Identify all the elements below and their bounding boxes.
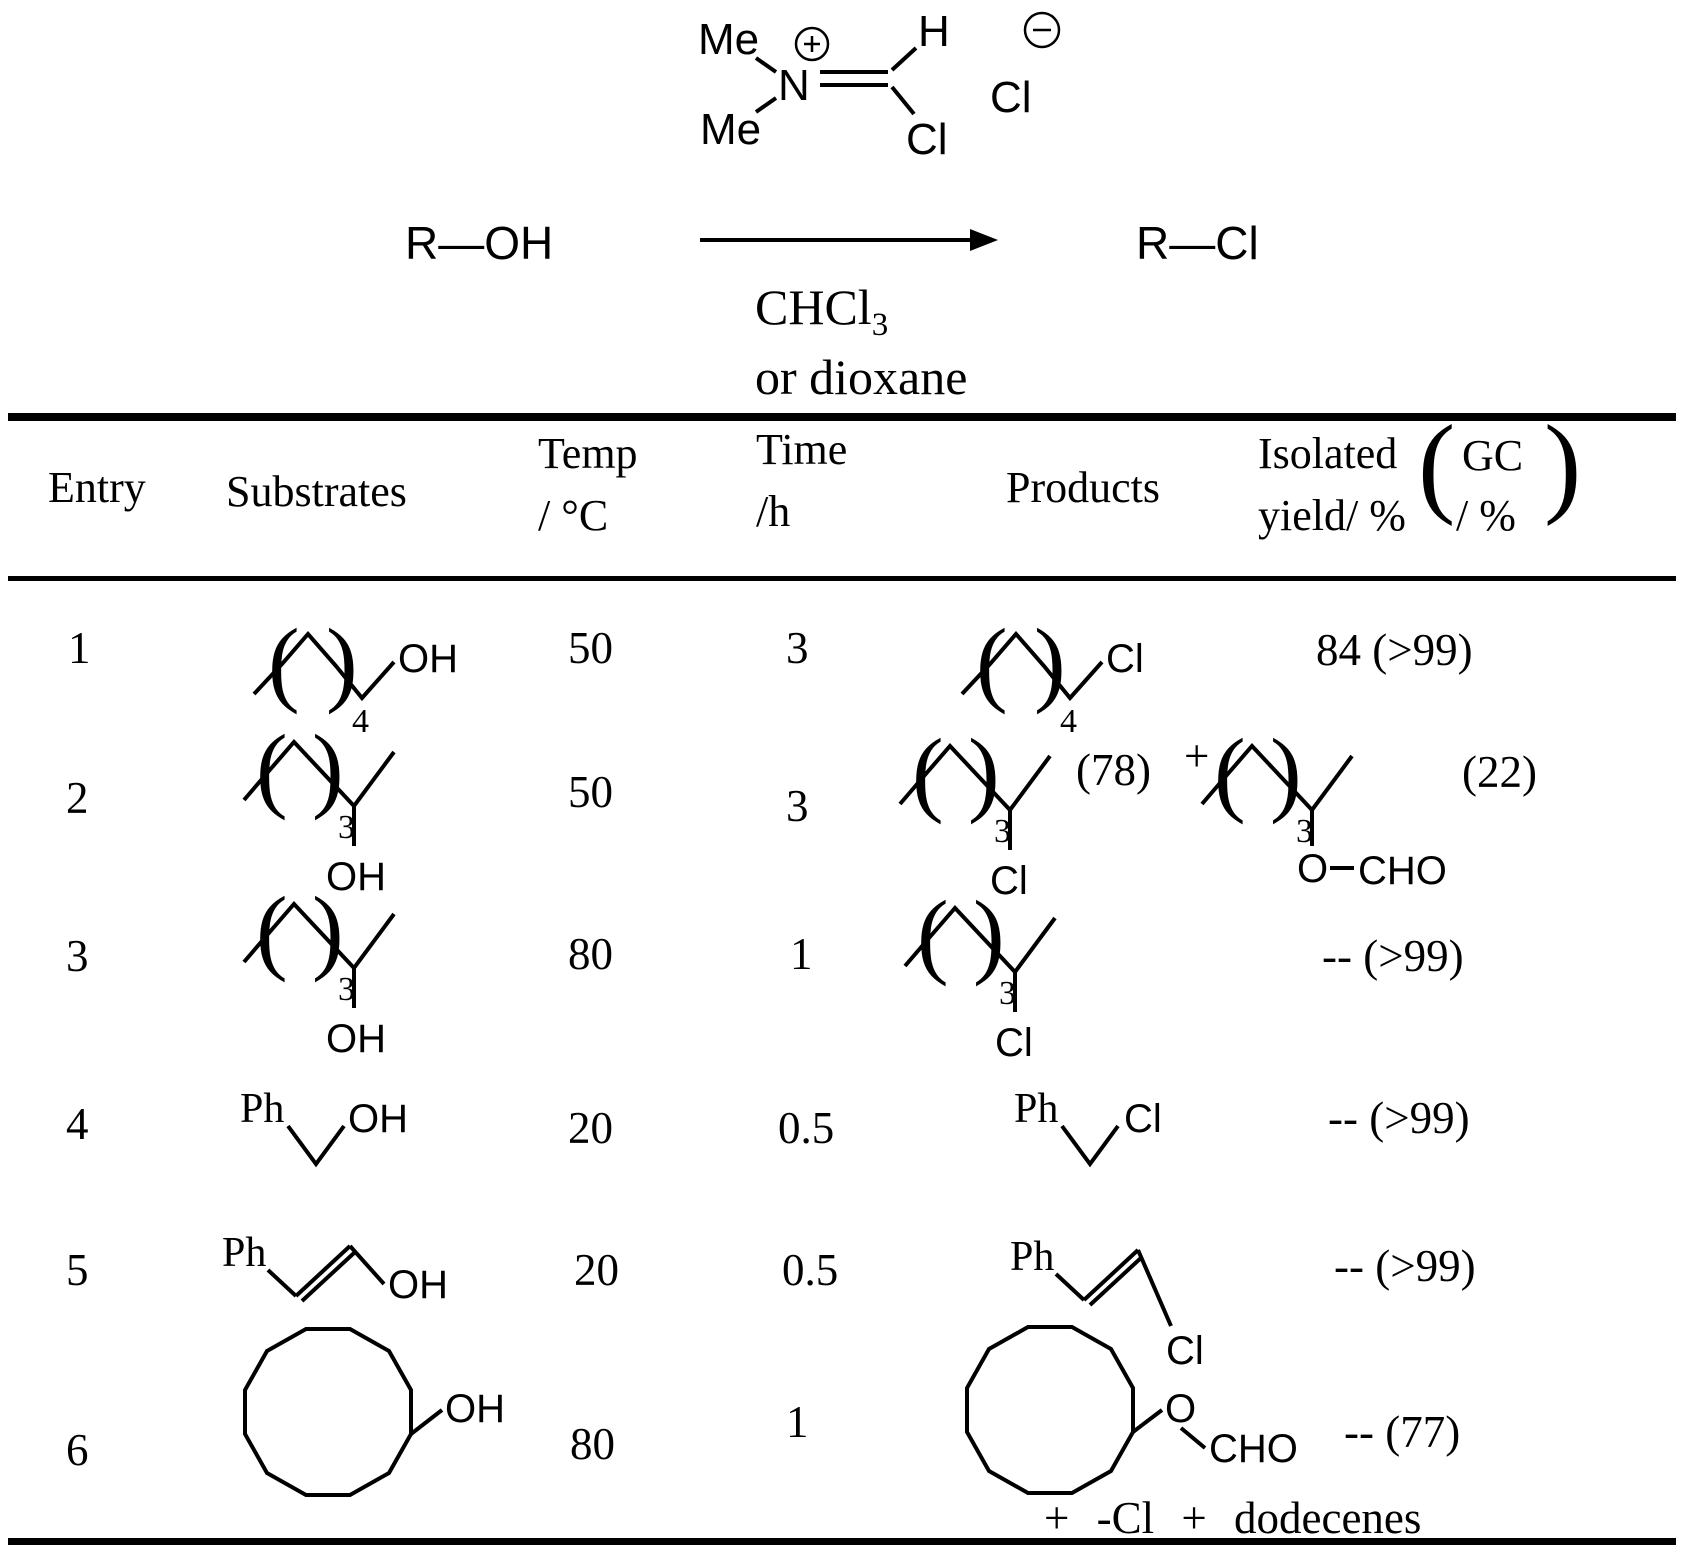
- repeat-paren-open: (: [976, 609, 1008, 715]
- phenyl-label: Ph: [1014, 1086, 1059, 1132]
- bond-ring-oh: [411, 1410, 442, 1434]
- repeat-subscript-3: 3: [999, 975, 1016, 1012]
- row4-entry: 4: [66, 1099, 89, 1149]
- row3-product-structure-2-chlorohexane: [903, 866, 1133, 1066]
- header-substrates: Substrates: [226, 467, 407, 516]
- oxygen-label: O: [1165, 1387, 1197, 1431]
- repeat-paren-open: (: [256, 877, 288, 983]
- bond-c-cl: [892, 87, 914, 114]
- chloro-label: Cl: [1166, 1329, 1204, 1373]
- row2-product2-ratio: (22): [1462, 747, 1537, 797]
- repeat-paren-open: (: [917, 881, 949, 987]
- row6-time: 1: [786, 1397, 809, 1447]
- repeat-paren-close: ): [1034, 609, 1066, 715]
- solvent-subscript: 3: [871, 307, 889, 343]
- row2-plus-sign: +: [1184, 731, 1210, 781]
- repeat-subscript-3: 3: [994, 813, 1011, 850]
- repeat-paren-close: ): [968, 719, 1000, 825]
- bond-c-h: [892, 48, 916, 70]
- row2-product1-ratio: (78): [1076, 745, 1151, 795]
- hydroxyl-label: OH: [445, 1387, 505, 1431]
- repeat-subscript-4: 4: [1060, 703, 1077, 740]
- counterion-chloride-label: Cl: [990, 73, 1032, 122]
- double-bond-main: [296, 1246, 350, 1296]
- row3-temp: 80: [568, 929, 613, 979]
- header-time-line1: Time: [756, 425, 848, 474]
- bond-ring-o: [1133, 1410, 1162, 1432]
- bond-me-n: [756, 58, 776, 72]
- hydroxyl-label: OH: [388, 1263, 448, 1307]
- carbon-chain: [288, 1126, 344, 1164]
- row6-yield: -- (77): [1344, 1407, 1461, 1457]
- phenyl-label: Ph: [222, 1230, 267, 1276]
- row4-temp: 20: [568, 1103, 613, 1153]
- hydroxyl-label: OH: [398, 637, 458, 681]
- header-temp-line2: / °C: [538, 491, 609, 540]
- repeat-paren-open: (: [256, 715, 288, 821]
- row5-time: 0.5: [782, 1245, 839, 1295]
- row4-substrate-structure-benzyl-alcohol: [238, 1080, 428, 1185]
- row2-temp: 50: [568, 767, 613, 817]
- solvent-line2: or dioxane: [755, 349, 968, 405]
- row1-yield: 84 (>99): [1316, 625, 1473, 675]
- repeat-paren-open: (: [912, 719, 944, 825]
- double-bond-inner: [1090, 1257, 1142, 1305]
- header-yield-line2: yield/ %: [1258, 491, 1406, 540]
- reagent-me-bottom-label: Me: [700, 105, 762, 154]
- repeat-paren-close: ): [312, 715, 344, 821]
- row3-yield: -- (>99): [1322, 931, 1464, 981]
- header-gc-paren-close: ): [1544, 403, 1582, 527]
- row4-product-structure-benzyl-chloride: [1012, 1080, 1192, 1185]
- hydroxyl-label: OH: [326, 1017, 386, 1061]
- phenyl-label: Ph: [1010, 1234, 1055, 1280]
- phenyl-label: Ph: [240, 1086, 285, 1132]
- chloro-label: Cl: [990, 859, 1028, 903]
- repeat-paren-open: (: [268, 609, 300, 715]
- row1-entry: 1: [68, 623, 91, 673]
- iminium-reagent-structure: [690, 2, 1090, 177]
- cyclododecane-ring: [245, 1329, 411, 1495]
- row6-byproducts: + -Cl + dodecenes: [1044, 1493, 1422, 1543]
- repeat-paren-open: (: [1214, 719, 1246, 825]
- header-entry: Entry: [48, 463, 146, 512]
- header-gc-paren-open: (: [1418, 403, 1456, 527]
- row3-substrate-structure-hexan-2-ol: [242, 862, 472, 1062]
- reagent-chlorine-label: Cl: [906, 115, 948, 164]
- reagent-me-top-label: Me: [698, 15, 760, 64]
- header-time-line2: /h: [756, 487, 791, 536]
- row6-product-structure-cyclododecyl-formate: [962, 1318, 1298, 1513]
- header-products: Products: [1006, 463, 1160, 512]
- reagent-nitrogen-label: N: [778, 61, 810, 110]
- row2-product2-structure-hexyl-formate: [1200, 704, 1490, 909]
- table-header-rule: [8, 576, 1676, 581]
- table-bottom-rule: [8, 1538, 1676, 1545]
- chloro-label: Cl: [1124, 1097, 1162, 1141]
- solvent-line1: [755, 278, 888, 344]
- double-bond-main: [1084, 1250, 1138, 1300]
- chloro-label: Cl: [1106, 637, 1144, 681]
- repeat-subscript-3: 3: [338, 971, 355, 1008]
- row1-time: 3: [786, 623, 809, 673]
- plus-charge-icon: [796, 28, 828, 60]
- header-gc-line2: / %: [1456, 491, 1516, 540]
- bond-c-cl: [1138, 1250, 1171, 1326]
- row3-entry: 3: [66, 931, 89, 981]
- repeat-subscript-3: 3: [338, 809, 355, 846]
- row1-temp: 50: [568, 623, 613, 673]
- reagent-hydrogen-label: H: [918, 7, 950, 56]
- row5-temp: 20: [574, 1245, 619, 1295]
- solvent-base: CHCl: [755, 279, 872, 335]
- bond-c-oh: [350, 1246, 384, 1284]
- chloro-label: Cl: [995, 1021, 1033, 1065]
- header-temp-line1: Temp: [538, 429, 638, 478]
- row2-entry: 2: [66, 773, 89, 823]
- row6-entry: 6: [66, 1425, 89, 1475]
- bond-ph-c: [268, 1270, 296, 1296]
- repeat-subscript-4: 4: [352, 703, 369, 740]
- minus-charge-icon: [1025, 13, 1059, 47]
- product-formula: R—Cl: [1136, 217, 1259, 269]
- row3-time: 1: [790, 929, 813, 979]
- repeat-paren-close: ): [326, 609, 358, 715]
- repeat-paren-close: ): [312, 877, 344, 983]
- row5-yield: -- (>99): [1334, 1241, 1476, 1291]
- reactant-formula: R—OH: [405, 217, 554, 269]
- oxygen-label: O: [1297, 847, 1329, 891]
- double-bond-inner: [302, 1253, 354, 1301]
- hydroxyl-label: OH: [348, 1097, 408, 1141]
- row5-entry: 5: [66, 1245, 89, 1295]
- formyl-label: CHO: [1209, 1427, 1298, 1471]
- formyl-label: CHO: [1358, 849, 1447, 893]
- row4-yield: -- (>99): [1328, 1093, 1470, 1143]
- row2-time: 3: [786, 781, 809, 831]
- cyclododecane-ring: [967, 1327, 1133, 1493]
- reaction-arrow-icon: [698, 222, 1008, 262]
- row6-temp: 80: [570, 1419, 615, 1469]
- repeat-paren-close: ): [973, 881, 1005, 987]
- repeat-subscript-3: 3: [1296, 813, 1313, 850]
- carbon-chain: [1062, 1126, 1118, 1164]
- header-yield-line1: Isolated: [1258, 429, 1398, 478]
- bond-ph-c: [1056, 1274, 1084, 1300]
- header-gc-line1: GC: [1462, 431, 1524, 480]
- hydroxyl-label: OH: [326, 855, 386, 899]
- row6-substrate-structure-cyclododecanol: [240, 1320, 505, 1510]
- repeat-paren-close: ): [1270, 719, 1302, 825]
- bond-o-cho: [1181, 1428, 1205, 1448]
- row4-time: 0.5: [778, 1103, 835, 1153]
